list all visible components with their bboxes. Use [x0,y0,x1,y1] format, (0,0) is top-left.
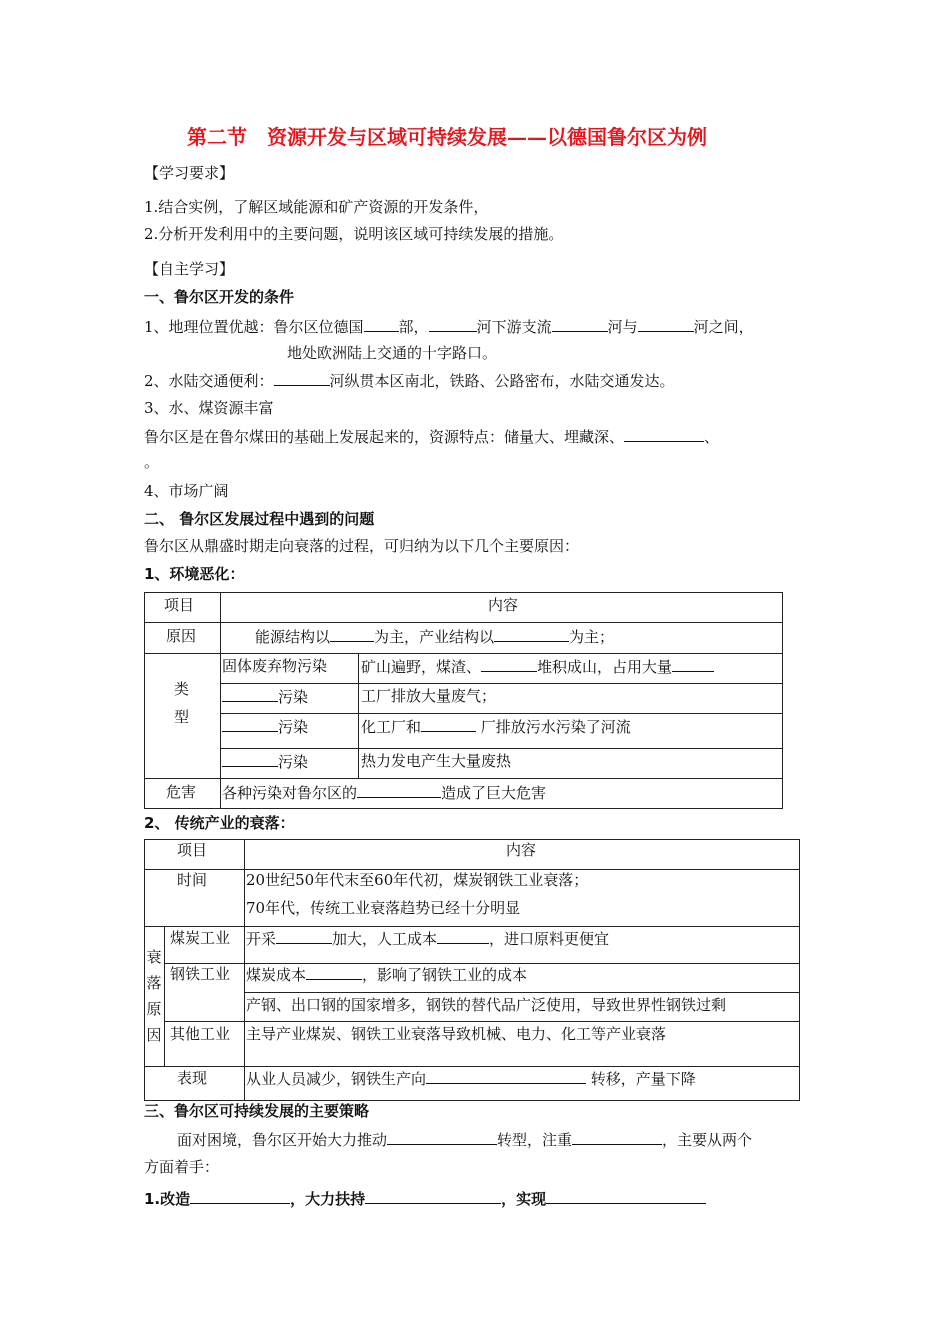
water-label-text: 污染 [278,718,309,736]
blank[interactable] [429,316,477,332]
solid-text-a: 矿山遍野，煤渣、 [361,658,482,676]
water-pollution-label [222,716,308,737]
geo-text-d: 河与 [607,318,638,336]
other-industry-label: 其他工业 [170,1025,231,1043]
steel-text-b: ，影响了钢铁工业的成本 [362,966,528,984]
cause-content [255,626,614,647]
blank[interactable] [552,316,608,332]
divider [244,992,800,993]
blank[interactable] [365,1188,501,1204]
divider [144,1066,800,1067]
divider [144,653,783,654]
traffic-line [144,370,675,391]
coal-text-a: 开采 [246,930,277,948]
water-pollution-content [361,716,631,737]
heat-label-text: 污染 [278,753,309,771]
divider [144,622,783,623]
blank[interactable] [330,626,374,642]
performance-content [246,1068,696,1089]
blank[interactable] [481,656,537,672]
header-item: 项目 [177,841,208,859]
solid-waste-content [361,656,714,677]
section3-paragraph [177,1129,752,1150]
coal-industry-label: 煤炭工业 [170,929,231,947]
geo-text-c: 河下游支流 [476,318,552,336]
reason-char: 因 [146,1026,162,1044]
harm-text-b: 造成了巨大危害 [441,784,547,802]
performance-label: 表现 [177,1069,208,1087]
heat-pollution-label [222,751,308,772]
water-text-a: 化工厂和 [361,718,422,736]
traffic-text-a: 2、水陆交通便利： [144,372,274,390]
time-line-2: 70年代，传统工业衰落趋势已经十分明显 [246,899,521,917]
steel-text-a: 煤炭成本 [246,966,307,984]
water-text-b: 厂排放污水污染了河流 [476,718,631,736]
decline-reason-label [144,944,164,1048]
blank[interactable] [437,928,489,944]
section2-intro: 鲁尔区从鼎盛时期走向衰落的过程，可归纳为以下几个主要原因： [144,537,580,555]
blank[interactable] [421,716,476,732]
type-label: 类 [174,680,190,698]
divider [144,778,783,779]
section3-paragraph-line2: 方面着手： [144,1158,220,1176]
divider [164,926,165,1066]
coal-text-c: ，进口原料更便宜 [489,930,610,948]
item1-text-b: ，大力扶持 [290,1190,366,1208]
blank[interactable] [387,1129,497,1145]
blank[interactable] [672,656,714,672]
blank[interactable] [638,316,694,332]
reason-char: 原 [146,1000,162,1018]
blank[interactable] [426,1068,586,1084]
divider [358,653,359,778]
blank[interactable] [357,782,441,798]
air-pollution-label [222,686,308,707]
geo-text-e: 河之间， [693,318,754,336]
geo-line2: 地处欧洲陆上交通的十字路口。 [287,344,498,362]
type-label: 型 [174,708,190,726]
coal-industry-content [246,928,609,949]
water-coal-heading: 3、水、煤资源丰富 [144,399,274,417]
blank[interactable] [274,370,330,386]
cause-text-a: 能源结构以 [255,628,331,646]
blank[interactable] [276,928,332,944]
coal-text-b: 加大，人工成本 [332,930,438,948]
time-label: 时间 [177,871,208,889]
perf-text-a: 从业人员减少，钢铁生产向 [246,1070,427,1088]
section1-heading: 一、鲁尔区开发的条件 [144,288,295,306]
blank[interactable] [222,686,278,702]
env-heading: 1、环境恶化： [144,565,245,583]
cause-text-c: 为主； [569,628,615,646]
steel-industry-label: 钢铁工业 [170,965,231,983]
blank[interactable] [364,316,399,332]
item1-text-c: ，实现 [501,1190,547,1208]
coal-text-b: 、 [704,428,720,446]
section3-heading: 三、鲁尔区可持续发展的主要策略 [144,1102,370,1120]
divider [220,683,783,684]
steel-industry-content [246,964,527,985]
header-item: 项目 [164,596,195,614]
solid-text-b: 堆积成山，占用大量 [537,658,673,676]
coal-text-a: 鲁尔区是在鲁尔煤田的基础上发展起来的，资源特点：储量大、埋藏深、 [144,428,625,446]
time-line-1: 20世纪50年代末至60年代初，煤炭钢铁工业衰落； [246,871,589,889]
coal-line [144,426,719,447]
blank[interactable] [190,1188,290,1204]
item1-text-a: 1.改造 [144,1190,191,1208]
steel-industry-line2: 产钢、出口钢的国家增多，钢铁的替代品广泛使用，导致世界性钢铁过剩 [246,996,727,1014]
solid-waste-label: 固体废弃物污染 [222,657,328,675]
divider [144,926,800,927]
section2-heading: 二、 鲁尔区发展过程中遇到的问题 [144,510,375,528]
heat-pollution-content: 热力发电产生大量废热 [361,752,512,770]
traffic-text-b: 河纵贯本区南北，铁路、公路密布，水陆交通发达。 [329,372,675,390]
divider [220,748,783,749]
coal-line-end: 。 [144,453,160,471]
self-study-heading: 【自主学习】 [144,260,235,278]
divider [164,1021,800,1022]
header-content: 内容 [488,596,519,614]
section3-item1 [144,1188,706,1209]
geo-text-a: 1、地理位置优越：鲁尔区位德国 [144,318,364,336]
reason-char: 衰 [146,948,162,966]
divider [244,839,245,1101]
requirement-item: 1.结合实例，了解区域能源和矿产资源的开发条件， [144,198,489,216]
blank[interactable] [546,1188,706,1204]
p1-text-a: 面对困境，鲁尔区开始大力推动 [177,1131,388,1149]
harm-content [222,782,546,803]
divider [220,592,221,809]
requirement-item: 2.分析开发利用中的主要问题，说明该区域可持续发展的措施。 [144,225,564,243]
reason-char: 落 [146,974,162,992]
harm-label: 危害 [166,783,197,801]
geo-position-line [144,316,754,337]
perf-text-b: 转移，产量下降 [586,1070,696,1088]
blank[interactable] [222,716,278,732]
harm-text-a: 各种污染对鲁尔区的 [222,784,358,802]
air-label-text: 污染 [278,688,309,706]
p1-text-b: 转型，注重 [497,1131,573,1149]
air-pollution-content: 工厂排放大量废气； [361,687,497,705]
divider [220,713,783,714]
blank[interactable] [494,626,569,642]
blank[interactable] [572,1129,662,1145]
other-industry-content: 主导产业煤炭、钢铁工业衰落导致机械、电力、化工等产业衰落 [246,1025,667,1043]
p1-text-c: ，主要从两个 [662,1131,753,1149]
market-heading: 4、市场广阔 [144,482,229,500]
cause-label: 原因 [166,627,197,645]
blank[interactable] [624,426,704,442]
header-content: 内容 [506,841,537,859]
geo-text-b: 部， [398,318,429,336]
blank[interactable] [222,751,278,767]
cause-text-b: 为主，产业结构以 [374,628,495,646]
blank[interactable] [306,964,362,980]
page-title: 第二节 资源开发与区域可持续发展——以德国鲁尔区为例 [187,125,707,149]
industry-heading: 2、 传统产业的衰落： [144,814,295,832]
requirements-heading: 【学习要求】 [144,164,235,182]
